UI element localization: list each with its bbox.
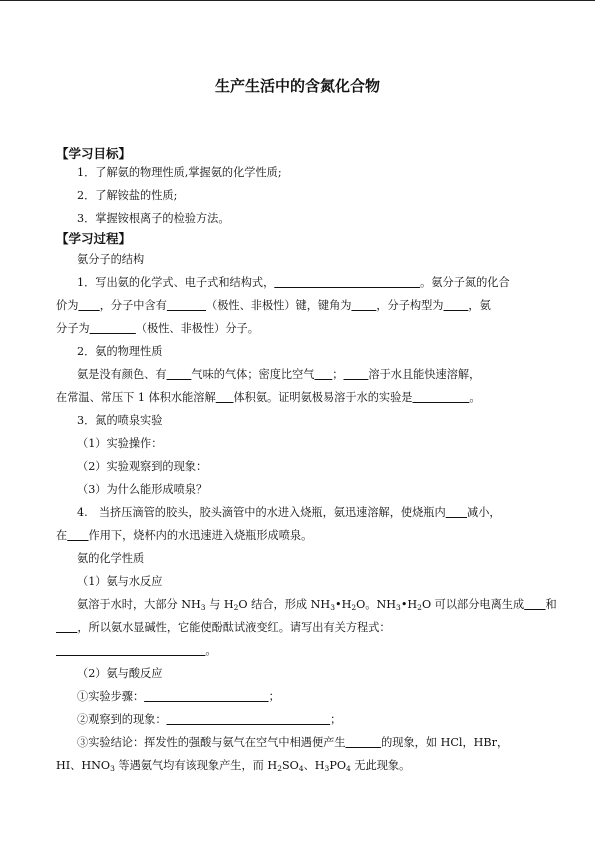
blank-ion-2[interactable]: [56, 621, 77, 634]
structure-line-1: 1．写出氨的化学式、电子式和结构式， 。氨分子氮的化合: [77, 276, 510, 289]
blank-volume[interactable]: [216, 391, 234, 404]
process-heading: 【学习过程】: [56, 231, 132, 246]
blank-bond-type[interactable]: [167, 299, 206, 312]
blank-ion-1[interactable]: [524, 598, 545, 611]
blank-smoke[interactable]: [346, 736, 382, 749]
blank-odor[interactable]: [167, 368, 192, 381]
section-fountain: 3．氮的喷泉实验: [77, 414, 163, 427]
acid-line-2: HI、$HNO_3$ 等遇氨气均有该现象产生，而 $H_2SO_4$、$H_3PO_4$ 无此现象。: [56, 759, 411, 773]
goals-heading: 【学习目标】: [56, 146, 132, 161]
structure-line-3: 分子为 （极性、非极性）分子。: [56, 322, 259, 335]
goal-item-1: 1．了解氨的物理性质,掌握氨的化学性质;: [77, 166, 282, 179]
section-physical-properties: 2．氨的物理性质: [77, 345, 163, 358]
structure-line-2: 价为 ，分子中含有 （极性、非极性）键，键角为 ，分子构型为 ，氨: [56, 299, 491, 312]
fountain-explain-line-2: 在 作用下，烧杯内的水迅速进入烧瓶形成喷泉。: [56, 529, 313, 542]
blank-valence[interactable]: [78, 299, 99, 312]
section-ammonia-acid: （2）氨与酸反应: [77, 667, 163, 680]
physical-line-1: 氨是没有颜色、有 气味的气体；密度比空气 ； 溶于水且能快速溶解，: [77, 368, 481, 381]
section-ammonia-structure: 氨分子的结构: [77, 253, 145, 266]
blank-bond-angle[interactable]: [351, 299, 376, 312]
blank-experiment[interactable]: [412, 391, 469, 404]
acid-step-2: ②观察到的现象： ；: [77, 713, 342, 726]
page-title: 生产生活中的含氮化合物: [214, 77, 380, 95]
top-rule: [0, 0, 595, 1]
physical-line-2: 在常温、常压下 1 体积水能溶解 体积氨。证明氨极易溶于水的实验是 。: [56, 391, 481, 404]
blank-phenomenon[interactable]: [167, 713, 331, 726]
section-chemical-properties: 氨的化学性质: [77, 552, 145, 565]
fountain-q2: （2）实验观察到的现象：: [77, 460, 208, 473]
water-line-2: ，所以氨水显碱性，它能使酚酞试液变红。请写出有关方程式：: [56, 621, 391, 635]
acid-step-3: ③实验结论：挥发性的强酸与氨气在空气中相遇便产生 的现象，如 HCl，HBr，: [77, 736, 509, 749]
water-line-1: 氨溶于水时，大部分 $NH_3$ 与 $H_2O$ 结合，形成 $NH_3•H_2O$。$NH_3•H_2O$ 可以部分电离生成 和: [77, 598, 557, 612]
blank-equation[interactable]: [56, 644, 205, 657]
blank-solubility[interactable]: [343, 368, 368, 381]
section-ammonia-water: （1）氨与水反应: [77, 575, 163, 588]
blank-polarity[interactable]: [90, 322, 136, 335]
blank-step[interactable]: [144, 690, 268, 703]
water-line-3: 。: [56, 644, 217, 658]
goal-item-2: 2．了解铵盐的性质;: [77, 189, 178, 202]
blank-formula[interactable]: [274, 276, 420, 289]
fountain-q3: （3）为什么能形成喷泉？: [77, 483, 208, 496]
blank-force[interactable]: [67, 529, 88, 542]
goal-item-3: 3．掌握铵根离子的检验方法。: [77, 212, 230, 225]
blank-shape[interactable]: [444, 299, 469, 312]
acid-step-1: ①实验步骤： ；: [77, 690, 280, 703]
fountain-q1: （1）实验操作：: [77, 437, 163, 450]
fountain-explain-line-1: 4. 当挤压滴管的胶头，胶头滴管中的水进入烧瓶，氨迅速溶解，使烧瓶内 减小，: [77, 506, 501, 519]
blank-pressure[interactable]: [446, 506, 467, 519]
blank-density[interactable]: [315, 368, 333, 381]
